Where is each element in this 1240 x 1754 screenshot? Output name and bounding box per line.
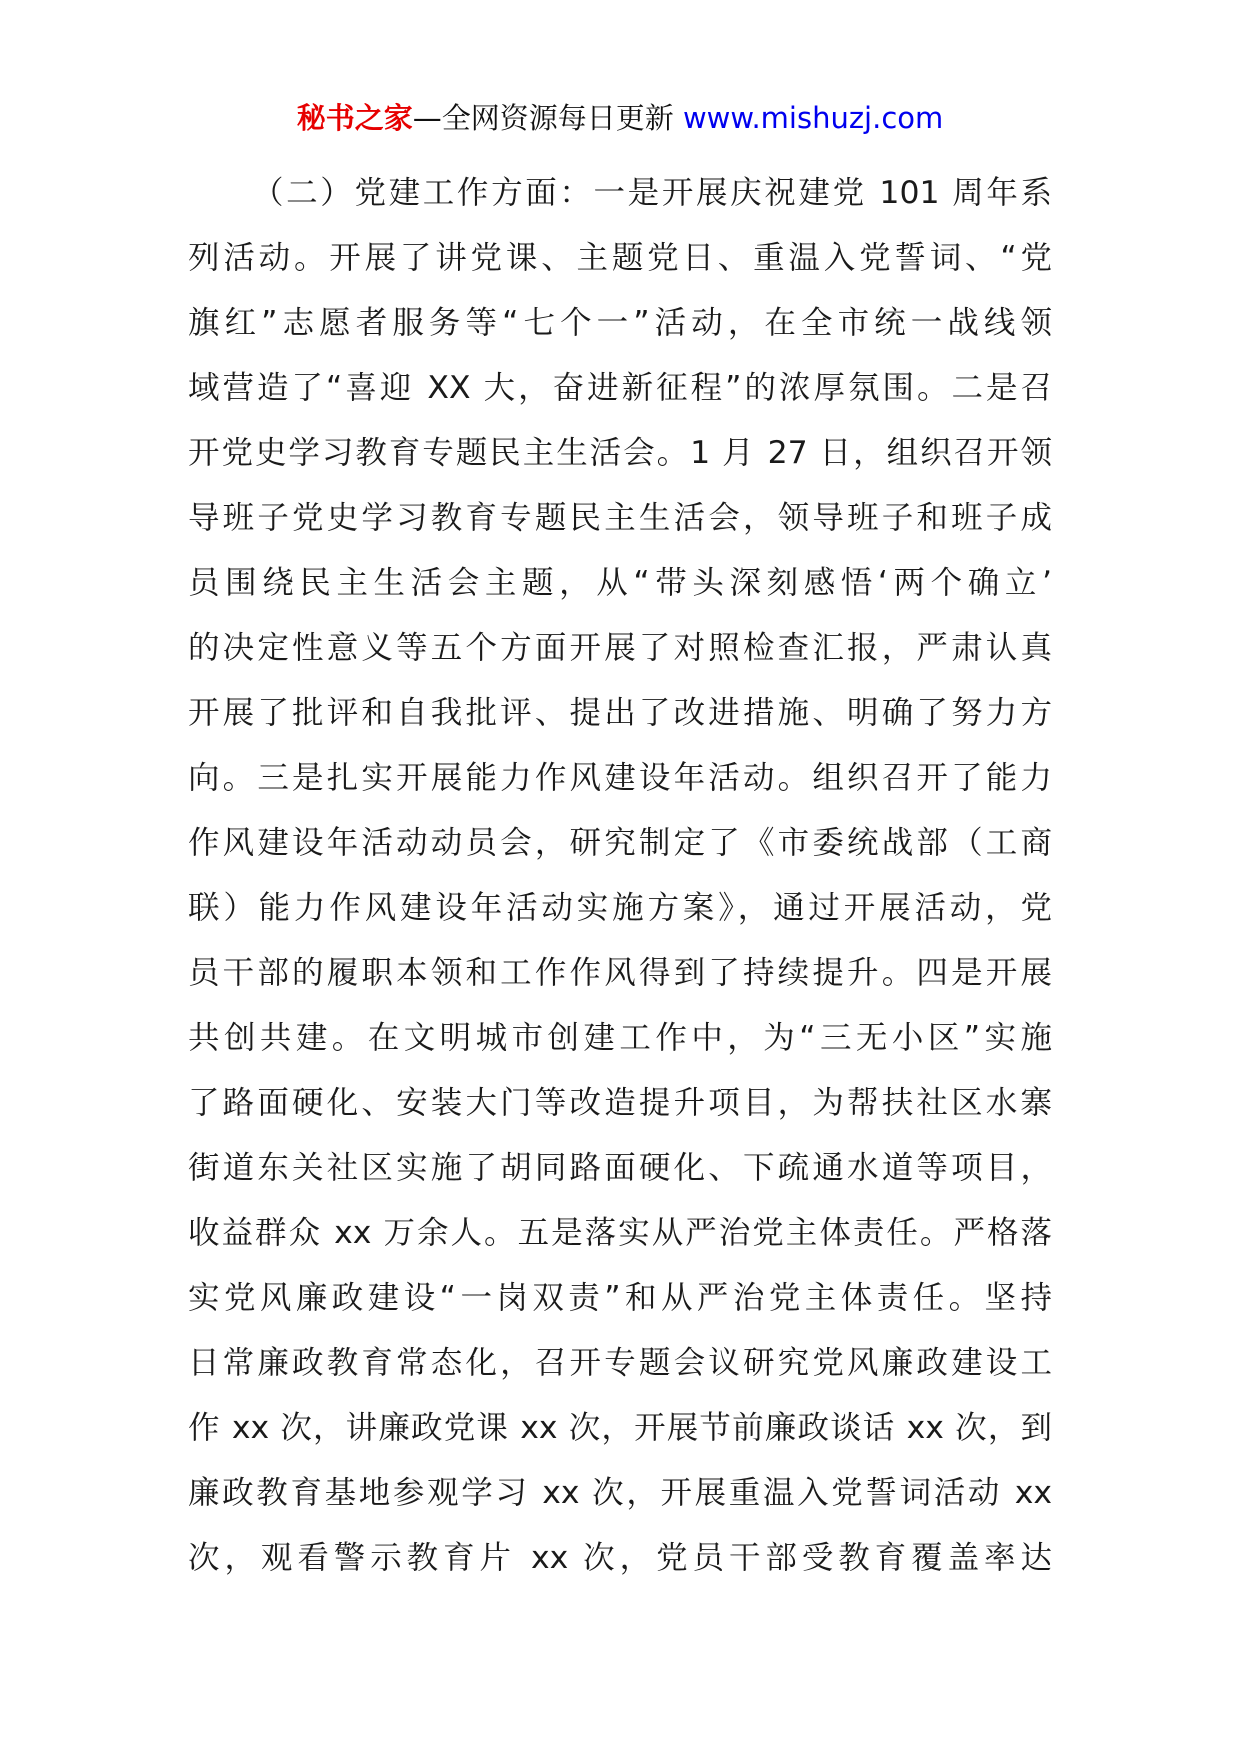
text-line: 员干部的履职本领和工作作风得到了持续提升。四是开展: [188, 955, 1052, 991]
site-url-link[interactable]: www.mishuzj.com: [682, 101, 944, 135]
header-tagline: —全网资源每日更新: [412, 101, 674, 135]
text-line: 实党风廉政建设“一岗双责”和从严治党主体责任。坚持: [188, 1280, 1052, 1316]
text-line: 导班子党史学习教育专题民主生活会，领导班子和班子成: [188, 500, 1052, 536]
text-line: 日常廉政教育常态化，召开专题会议研究党风廉政建设工: [188, 1345, 1052, 1381]
text-line: 旗红”志愿者服务等“七个一”活动，在全市统一战线领: [188, 305, 1052, 341]
text-line: 域营造了“喜迎 XX 大，奋进新征程”的浓厚氛围。二是召: [188, 370, 1052, 406]
text-line: 开展了批评和自我批评、提出了改进措施、明确了努力方: [188, 695, 1052, 731]
text-line: 作 xx 次，讲廉政党课 xx 次，开展节前廉政谈话 xx 次，到: [188, 1410, 1052, 1446]
text-line: 次，观看警示教育片 xx 次，党员干部受教育覆盖率达: [188, 1540, 1052, 1576]
text-line: 员围绕民主生活会主题，从“带头深刻感悟‘两个确立’: [188, 565, 1052, 601]
body-paragraph: [188, 161, 1052, 1591]
text-line: 联）能力作风建设年活动实施方案》，通过开展活动，党: [188, 890, 1052, 926]
text-line: 街道东关社区实施了胡同路面硬化、下疏通水道等项目，: [188, 1150, 1052, 1186]
text-line: 共创共建。在文明城市创建工作中，为“三无小区”实施: [188, 1020, 1052, 1056]
text-line: （二）党建工作方面：一是开展庆祝建党 101 周年系: [252, 175, 1052, 211]
text-line: 的决定性意义等五个方面开展了对照检查汇报，严肃认真: [188, 630, 1052, 666]
text-line: 开党史学习教育专题民主生活会。1 月 27 日，组织召开领: [188, 435, 1052, 471]
text-line: 向。三是扎实开展能力作风建设年活动。组织召开了能力: [188, 760, 1052, 796]
text-line: 了路面硬化、安装大门等改造提升项目，为帮扶社区水寨: [188, 1085, 1052, 1121]
site-header: [0, 98, 1240, 138]
text-line: 收益群众 xx 万余人。五是落实从严治党主体责任。严格落: [188, 1215, 1052, 1251]
text-line: 列活动。开展了讲党课、主题党日、重温入党誓词、“党: [188, 240, 1052, 276]
brand-name: 秘书之家: [296, 101, 413, 135]
text-line: 廉政教育基地参观学习 xx 次，开展重温入党誓词活动 xx: [188, 1475, 1052, 1511]
text-line: 作风建设年活动动员会，研究制定了《市委统战部（工商: [188, 825, 1052, 861]
